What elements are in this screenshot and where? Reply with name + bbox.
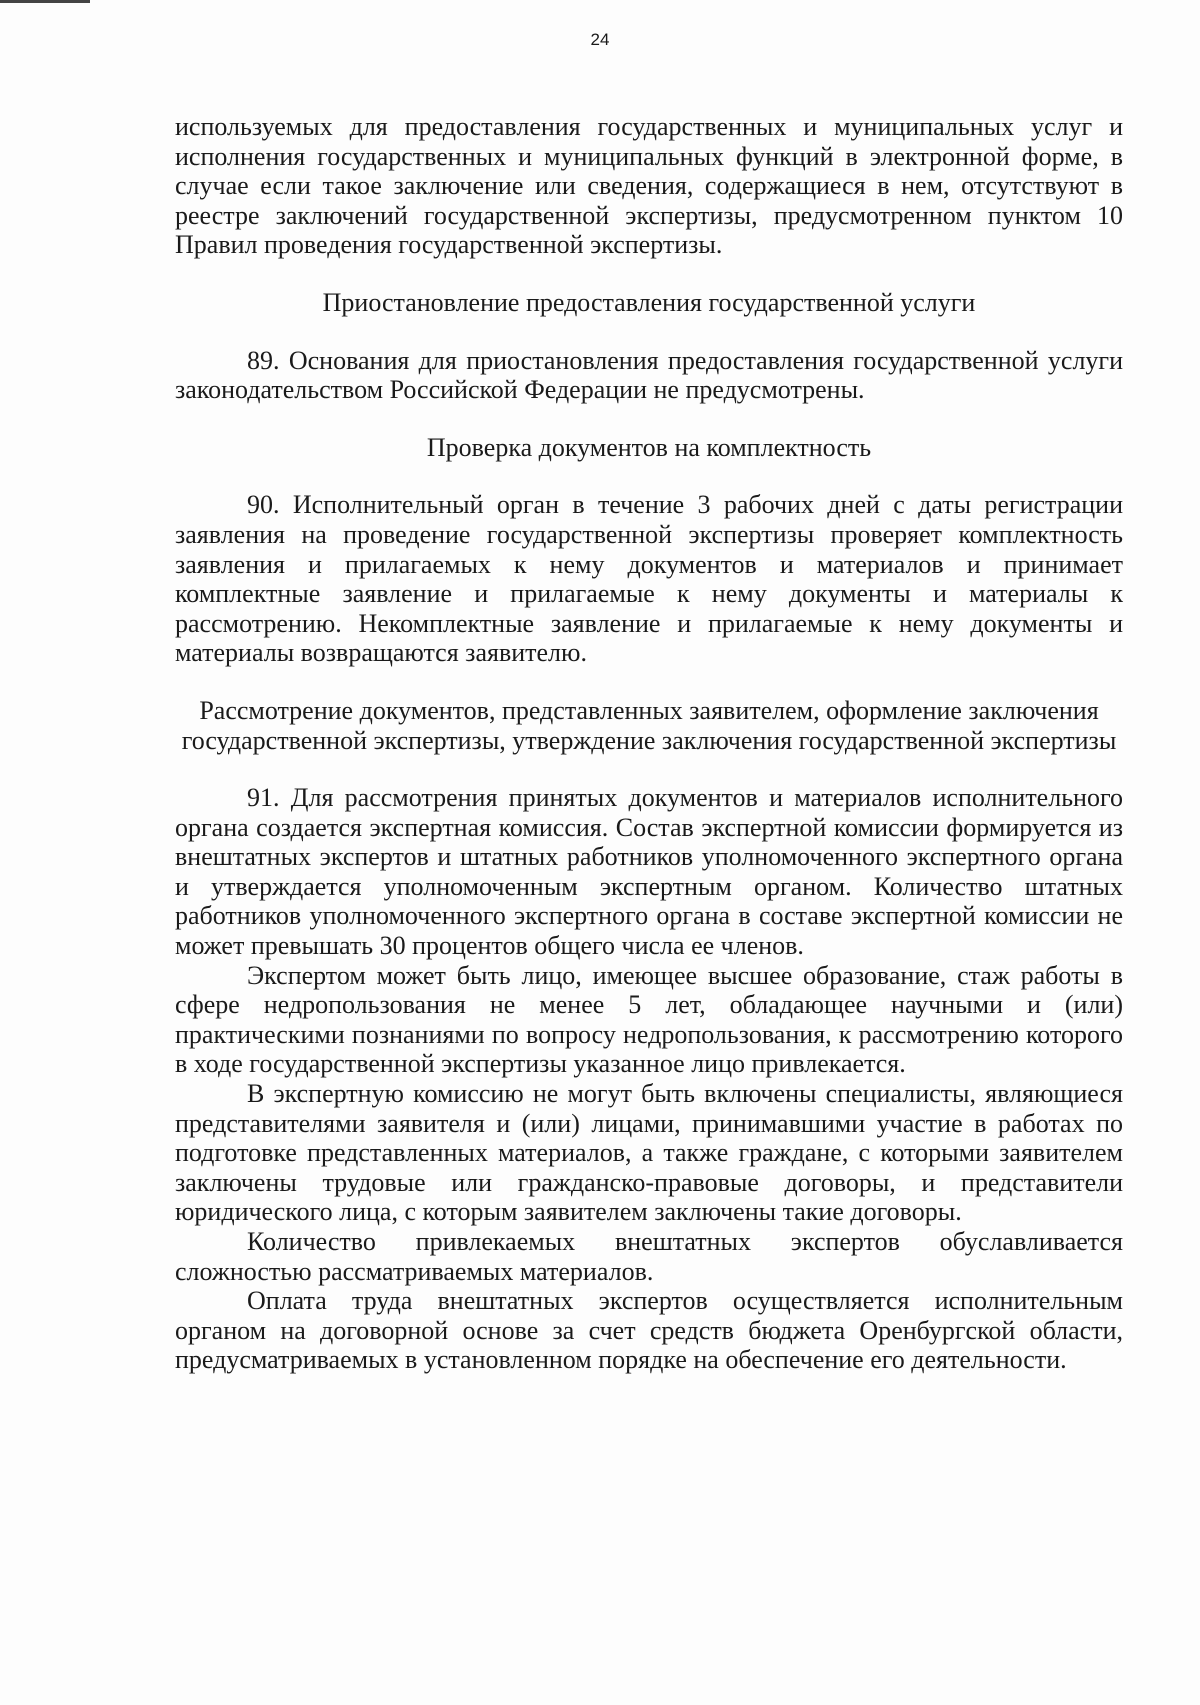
page-number: 24 xyxy=(590,30,610,49)
paragraph-expert-payment: Оплата труда внештатных экспертов осуществляется исполнительным органом на договорной основе за счет средств бюджета Оренбургской области, предусматриваемых в установленном порядке на обеспечение его деятельности. xyxy=(175,1286,1123,1375)
paragraph-commission-exclusions: В экспертную комиссию не могут быть включены специалисты, являющиеся представителями заявителя и (или) лицами, принимавшими участие в работах по подготовке представленных материалов, а также граждане, с которыми заявителем заключены трудовые или гражданско-правовые договоры, и представители юридического лица, с которым заявителем заключены такие договоры. xyxy=(175,1079,1123,1227)
paragraph-91: 91. Для рассмотрения принятых документов и материалов исполнительного органа создается экспертная комиссия. Состав экспертной комиссии формируется из внештатных экспертов и штатных работников уполномоченного экспертного органа и утверждается уполномоченным экспертным органом. Количество штатных работников уполномоченного экспертного органа в составе экспертной комиссии не может превышать 30 процентов общего числа ее членов. xyxy=(175,783,1123,961)
section-heading-review: Рассмотрение документов, представленных заявителем, оформление заключения государственной экспертизы, утверждение заключения государственной экспертизы xyxy=(181,695,1117,755)
page-body xyxy=(175,112,1123,1375)
paragraph-expert-requirements: Экспертом может быть лицо, имеющее высшее образование, стаж работы в сфере недропользования не менее 5 лет, обладающее научными и (или) практическими познаниями по вопросу недропользования, к рассмотрению которого в ходе государственной экспертизы указанное лицо привлекается. xyxy=(175,960,1123,1079)
scan-corner-mark xyxy=(0,0,90,3)
paragraph-89: 89. Основания для приостановления предоставления государственной услуги законодательством Российской Федерации не предусмотрены. xyxy=(175,345,1123,405)
paragraph-expert-count: Количество привлекаемых внештатных экспертов обуславливается сложностью рассматриваемых материалов. xyxy=(175,1227,1123,1286)
continued-paragraph: используемых для предоставления государственных и муниципальных услуг и исполнения государственных и муниципальных функций в электронной форме, в случае если такое заключение или сведения, содержащиеся в нем, отсутствуют в реестре заключений государственной экспертизы, предусмотренном пунктом 10 Правил проведения государственной экспертизы. xyxy=(175,112,1123,260)
section-heading-suspension: Приостановление предоставления государственной услуги xyxy=(322,287,976,317)
section-heading-completeness-check: Проверка документов на комплектность xyxy=(426,432,872,462)
paragraph-90: 90. Исполнительный орган в течение 3 рабочих дней с даты регистрации заявления на проведение государственной экспертизы проверяет комплектность заявления и прилагаемых к нему документов и материалов и принимает комплектные заявление и прилагаемые к нему документы и материалы к рассмотрению. Некомплектные заявление и прилагаемые к нему документы и материалы возвращаются заявителю. xyxy=(175,490,1123,668)
